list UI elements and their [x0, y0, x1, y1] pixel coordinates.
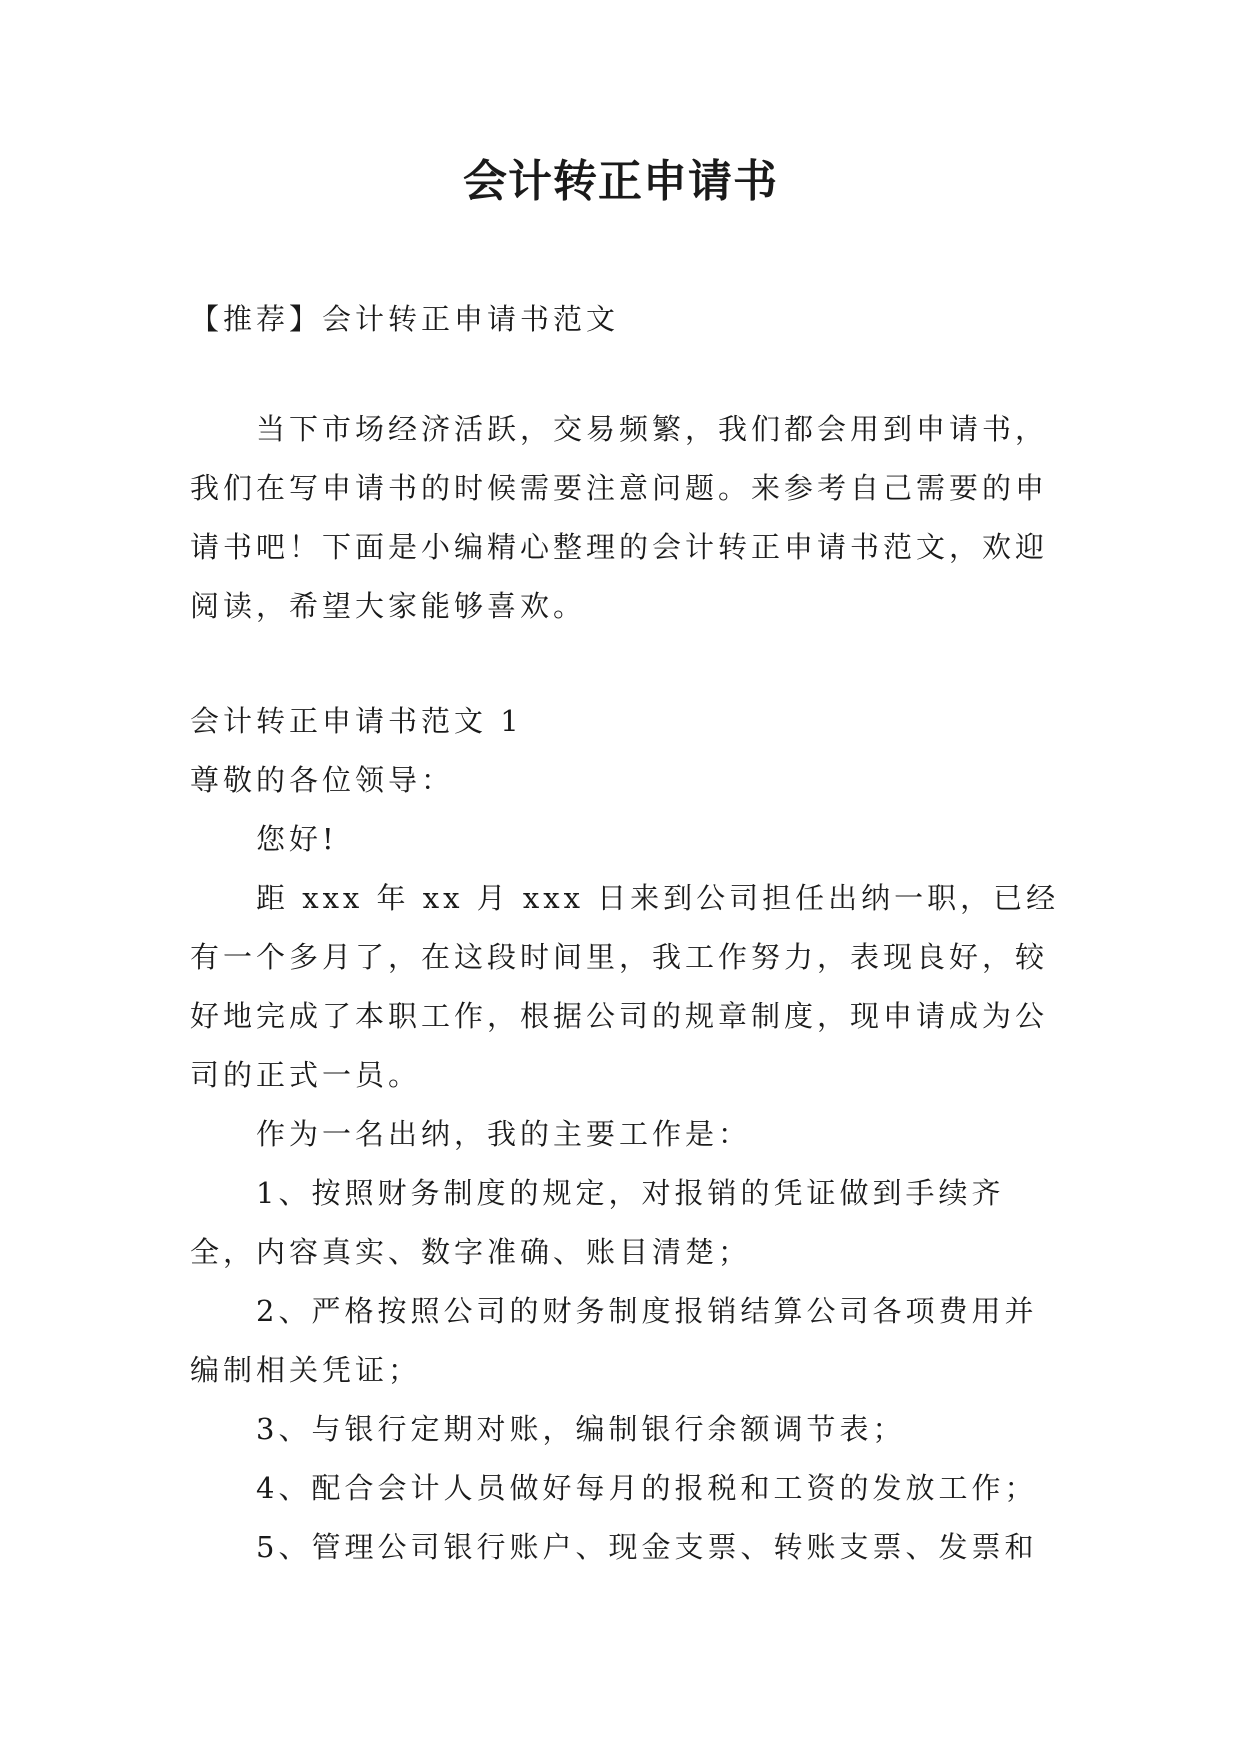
document-title: 会计转正申请书 — [463, 156, 778, 207]
letter-section — [190, 692, 1070, 1577]
letter-greeting: 您好! — [256, 822, 338, 856]
letter-paragraph: 距 xxx 年 xx 月 xxx 日来到公司担任出纳一职，已经有一个多月了，在这段时间里，我工作努力，表现良好，较好地完成了本职工作，根据公司的规章制度，现申请成为公司的正式一员。 — [190, 881, 1060, 1092]
duty-item: 3、与银行定期对账，编制银行余额调节表； — [256, 1412, 906, 1446]
duty-item: 1、按照财务制度的规定，对报销的凭证做到手续齐全，内容真实、数字准确、账目清楚； — [190, 1176, 1005, 1269]
duty-item: 2、严格按照公司的财务制度报销结算公司各项费用并编制相关凭证； — [190, 1294, 1038, 1387]
letter-heading: 会计转正申请书范文 1 — [190, 704, 523, 738]
letter-salutation: 尊敬的各位领导： — [190, 763, 455, 797]
duty-item: 4、配合会计人员做好每月的报税和工资的发放工作； — [256, 1471, 1038, 1505]
recommend-line: 【推荐】会计转正申请书范文 — [190, 302, 620, 336]
duty-item: 5、管理公司银行账户、现金支票、转账支票、发票和 — [256, 1530, 1038, 1564]
intro-paragraph: 当下市场经济活跃，交易频繁，我们都会用到申请书，我们在写申请书的时候需要注意问题。来参考自己需要的申请书吧！下面是小编精心整理的会计转正申请书范文，欢迎阅读，希望大家能够喜欢。 — [190, 412, 1049, 623]
duties-intro: 作为一名出纳，我的主要工作是： — [256, 1117, 752, 1151]
